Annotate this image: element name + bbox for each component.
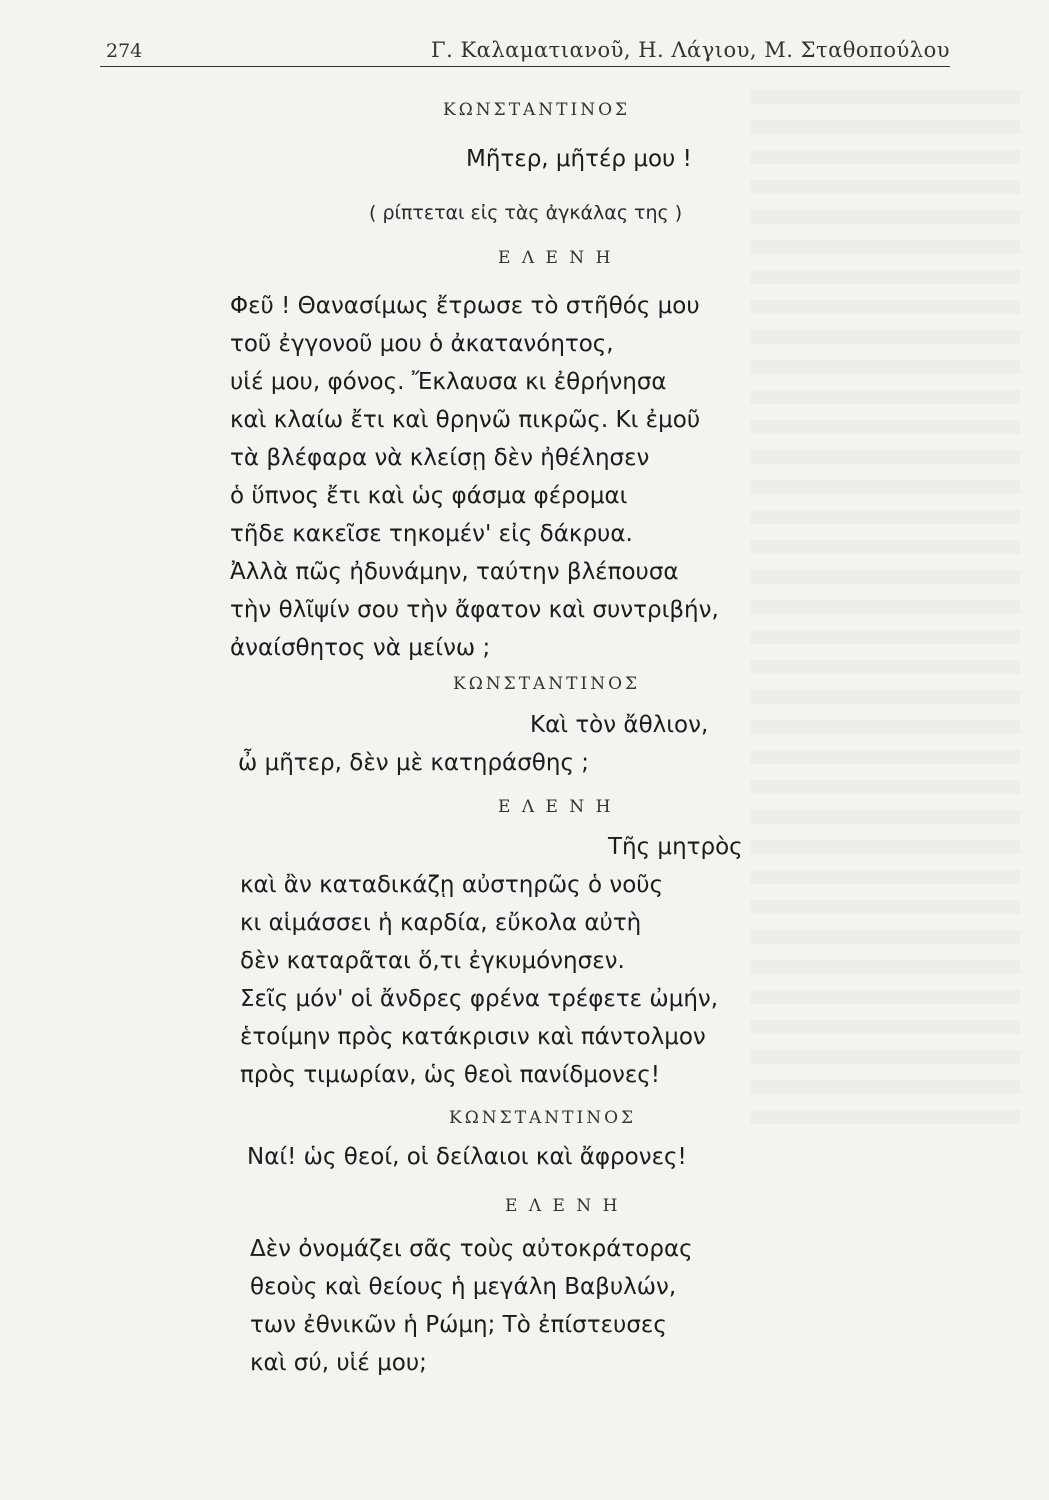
verse-line: θεοὺς καὶ θείους ἡ μεγάλη Βαβυλών,	[250, 1274, 677, 1300]
verse-line: τὴν θλῖψίν σου τὴν ἄφατον καὶ συντριβήν,	[230, 597, 719, 623]
verse-line: των ἐθνικῶν ἡ Ρώμη; Τὸ ἐπίστευσες	[250, 1312, 667, 1338]
speaker-name: ΚΩΝΣΤΑΝΤΙΝΟΣ	[453, 674, 641, 694]
verse-line: καὶ κλαίω ἔτι καὶ θρηνῶ πικρῶς. Κι ἐμοῦ	[230, 407, 701, 433]
verse-line: ἑτοίμην πρὸς κατάκρισιν καὶ πάντολμον	[240, 1024, 706, 1050]
verse-line: Τῆς μητρὸς	[608, 834, 743, 860]
verse-line: Καὶ τὸν ἄθλιον,	[530, 712, 709, 738]
verse-line: Ἀλλὰ πῶς ἠδυνάμην, ταύτην βλέπουσα	[230, 559, 679, 585]
verse-line: ἀναίσθητος νὰ μείνω ;	[230, 635, 491, 661]
bleed-through-shadow	[750, 90, 1020, 1140]
speaker-name: Ε Λ Ε Ν Η	[498, 797, 614, 817]
verse-line: τὰ βλέφαρα νὰ κλείσῃ δὲν ἠθέλησεν	[230, 445, 650, 471]
verse-line: Δὲν ὀνομάζει σᾶς τοὺς αὐτοκράτορας	[250, 1236, 693, 1262]
verse-line: ὁ ὕπνος ἔτι καὶ ὡς φάσμα φέρομαι	[230, 483, 628, 509]
running-head: Γ. Καλαματιανοῦ, Η. Λάγιου, Μ. Σταθοπούλου	[431, 38, 950, 62]
speaker-name: ΚΩΝΣΤΑΝΤΙΝΟΣ	[449, 1108, 637, 1128]
verse-line: Μῆτερ, μῆτέρ μου !	[466, 146, 692, 172]
verse-line: Σεῖς μόν' οἱ ἄνδρες φρένα τρέφετε ὠμήν,	[240, 986, 719, 1012]
verse-line: τοῦ ἐγγονοῦ μου ὁ ἀκατανόητος,	[230, 331, 614, 357]
verse-line: Ναί! ὡς θεοί, οἱ δείλαιοι καὶ ἄφρονες!	[247, 1144, 687, 1170]
page-number: 274	[106, 40, 143, 62]
verse-line: καὶ ἂν καταδικάζῃ αὐστηρῶς ὁ νοῦς	[240, 872, 664, 898]
verse-line: κι αἱμάσσει ἡ καρδία, εὔκολα αὐτὴ	[240, 910, 642, 936]
verse-line: δὲν καταρᾶται ὅ,τι ἐγκυμόνησεν.	[240, 948, 625, 974]
verse-line: καὶ σύ, υἱέ μου;	[250, 1350, 427, 1376]
page-header	[100, 22, 950, 67]
verse-line: ὦ μῆτερ, δὲν μὲ κατηράσθης ;	[238, 750, 590, 776]
verse-line: πρὸς τιμωρίαν, ὡς θεοὶ πανίδμονες!	[240, 1062, 661, 1088]
verse-line: υἱέ μου, φόνος. Ἔκλαυσα κι ἐθρήνησα	[230, 369, 667, 395]
stage-direction: ( ρίπτεται εἰς τὰς ἀγκάλας της )	[369, 202, 683, 224]
speaker-name: Ε Λ Ε Ν Η	[505, 1196, 621, 1216]
verse-line: τῆδε κακεῖσε τηκομέν' εἰς δάκρυα.	[230, 521, 633, 547]
verse-line: Φεῦ ! Θανασίμως ἔτρωσε τὸ στῆθός μου	[230, 293, 700, 319]
speaker-name: Ε Λ Ε Ν Η	[498, 248, 614, 268]
speaker-name: ΚΩΝΣΤΑΝΤΙΝΟΣ	[443, 100, 631, 120]
